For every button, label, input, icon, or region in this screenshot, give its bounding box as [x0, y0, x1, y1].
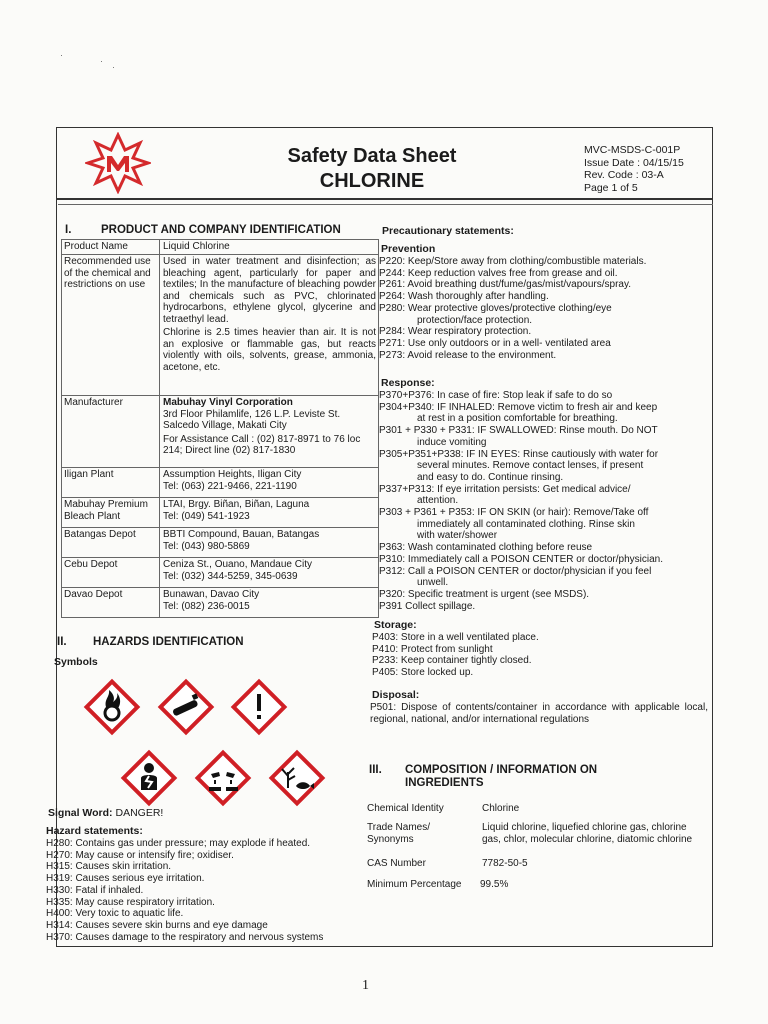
disposal-text: P501: Dispose of contents/container in accordance with applicable local, regional, national, and/or international regulations	[370, 702, 708, 725]
table-row	[62, 396, 379, 468]
list-item: H335: May cause respiratory irritation.	[46, 896, 215, 908]
identification-table	[61, 239, 379, 618]
sds-sheet	[46, 127, 713, 947]
response-label: Response:	[381, 377, 435, 389]
row-value: Liquid Chlorine	[160, 240, 379, 255]
environment-icon	[267, 748, 327, 808]
table-row	[62, 255, 379, 396]
list-item: P273: Avoid release to the environment.	[379, 349, 557, 361]
scan-specks: · · ·	[60, 50, 123, 72]
row-line: Tel: (043) 980-5869	[163, 540, 250, 552]
list-item: H314: Causes severe skin burns and eye damage	[46, 919, 268, 931]
row-line: Tel: (082) 236-0015	[163, 600, 250, 612]
doc-code: MVC-MSDS-C-001P	[584, 144, 681, 156]
list-item: P233: Keep container tightly closed.	[372, 655, 532, 667]
document-title-block	[227, 144, 517, 194]
list-item: P370+P376: In case of fire: Stop leak if safe to do so	[379, 390, 613, 401]
page-number: 1	[362, 978, 369, 993]
list-item: P337+P313: If eye irritation persists: Get medical advice/	[379, 483, 631, 495]
table-row	[62, 528, 379, 558]
assistance-line: For Assistance Call : (02) 817-8971 to 76 loc 214; Direct line (02) 817-1830	[163, 433, 361, 456]
table-row	[62, 498, 379, 528]
row-value: 99.5%	[480, 879, 509, 890]
list-item: P305+P351+P338: IF IN EYES: Rinse cautiously with water for	[379, 448, 659, 460]
list-item-continuation: unwell.	[417, 577, 449, 589]
list-item: P284: Wear respiratory protection.	[379, 326, 532, 338]
section-1-title: I. PRODUCT AND COMPANY IDENTIFICATION	[65, 224, 341, 236]
recommended-use-text: Used in water treatment and disinfection; as bleaching agent, particularly for paper and textiles; In the manufacture of bleaching powder and chemicals such as PVC, chlorinated hydrocarbons, ethylene glycol, glycerine and tetraethyl lead.	[163, 256, 376, 325]
precautionary-title: Precautionary statements:	[382, 225, 514, 237]
list-item-continuation: and easy to do. Continue rinsing.	[417, 471, 564, 483]
section-3-title: III. COMPOSITION / INFORMATION ON	[369, 764, 598, 776]
row-key: CAS Number	[367, 858, 426, 869]
list-item-continuation: immediately all contaminated clothing. Rinse skin	[417, 518, 635, 530]
row-key: Iligan Plant	[62, 468, 160, 498]
hazard-statements-list	[46, 838, 323, 943]
disposal-label: Disposal:	[372, 689, 420, 701]
health-hazard-icon	[119, 748, 179, 808]
table-row	[62, 468, 379, 498]
table-row	[62, 558, 379, 588]
document-meta	[584, 144, 684, 194]
row-line: Assumption Heights, Iligan City	[163, 469, 302, 480]
row-value: Liquid chlorine, liquefied chlorine gas, chlorine gas, chlor, molecular chlorine, diatomic chlorine	[482, 822, 693, 845]
signal-word-label: Signal Word:	[48, 807, 113, 819]
manufacturer-name: Mabuhay Vinyl Corporation	[163, 397, 293, 408]
list-item: P301 + P330 + P331: IF SWALLOWED: Rinse mouth. Do NOT	[379, 425, 658, 437]
row-key: Product Name	[62, 240, 160, 255]
row-key: Recommended use of the chemical and restrictions on use	[62, 255, 160, 396]
row-key: Mabuhay Premium Bleach Plant	[62, 498, 160, 528]
document-subtitle: CHLORINE	[319, 170, 425, 192]
list-item: P264: Wash thoroughly after handling.	[379, 291, 549, 303]
list-item: P320: Specific treatment is urgent (see MSDS).	[379, 588, 590, 600]
list-item-continuation: induce vomiting	[417, 436, 487, 448]
list-item: P280: Wear protective gloves/protective clothing/eye	[379, 302, 612, 314]
table-row	[62, 240, 379, 255]
corrosion-icon	[193, 748, 253, 808]
list-item: H400: Very toxic to aquatic life.	[46, 908, 184, 920]
list-item: P304+P340: IF INHALED: Remove victim to fresh air and keep	[379, 401, 658, 413]
row-key: Trade Names/ Synonyms	[367, 822, 430, 845]
list-item-continuation: with water/shower	[417, 530, 498, 542]
row-key: Batangas Depot	[62, 528, 160, 558]
section-3-title-line2: INGREDIENTS	[405, 777, 484, 789]
list-item: H330: Fatal if inhaled.	[46, 884, 144, 896]
flame-over-circle-icon	[82, 677, 142, 737]
prevention-label: Prevention	[381, 243, 436, 255]
row-key: Chemical Identity	[367, 803, 444, 814]
storage-label: Storage:	[374, 619, 417, 631]
response-list	[379, 390, 663, 612]
list-item: P271: Use only outdoors or in a well- ventilated area	[379, 337, 611, 349]
list-item: H270: May cause or intensify fire; oxidiser.	[46, 849, 234, 861]
row-line: BBTI Compound, Bauan, Batangas	[163, 529, 320, 540]
row-key: Davao Depot	[62, 588, 160, 618]
gas-cylinder-icon	[156, 677, 216, 737]
list-item: H319: Causes serious eye irritation.	[46, 873, 205, 885]
list-item: P310: Immediately call a POISON CENTER or doctor/physician.	[379, 553, 663, 565]
row-line: Bunawan, Davao City	[163, 589, 260, 600]
chlorine-property-text: Chlorine is 2.5 times heavier than air. It is not an explosive or flammable gas, but reacts violently with oils, solvents, grease, ammonia, acetone, etc.	[163, 327, 376, 373]
document-header	[57, 128, 712, 200]
manufacturer-address: 3rd Floor Philamlife, 126 L.P. Leviste St. Salcedo Village, Makati City	[163, 408, 341, 431]
list-item: P410: Protect from sunlight	[372, 643, 493, 655]
row-key: Minimum Percentage	[367, 879, 462, 890]
header-divider	[58, 204, 713, 205]
list-item: H315: Causes skin irritation.	[46, 861, 172, 873]
symbols-label: Symbols	[54, 656, 98, 668]
row-line: Ceniza St., Ouano, Mandaue City	[163, 559, 312, 570]
issue-date: Issue Date : 04/15/15	[584, 156, 684, 169]
list-item: P391 Collect spillage.	[379, 600, 476, 612]
list-item: P312: Call a POISON CENTER or doctor/physician if you feel	[379, 565, 652, 577]
prevention-list	[379, 256, 646, 361]
list-item: P403: Store in a well ventilated place.	[372, 632, 539, 643]
rev-code: Rev. Code : 03-A	[584, 169, 664, 181]
hazard-statements-label: Hazard statements:	[46, 825, 143, 837]
row-value: 7782-50-5	[482, 858, 528, 869]
storage-list	[372, 632, 539, 679]
page-indicator: Page 1 of 5	[584, 181, 638, 194]
list-item: H370: Causes damage to the respiratory and nervous systems	[46, 931, 324, 943]
signal-word-value: DANGER!	[115, 807, 164, 819]
signal-word-line	[48, 807, 163, 819]
list-item-continuation: protection/face protection.	[417, 314, 533, 326]
row-line: Tel: (049) 541-1923	[163, 510, 250, 522]
list-item: H280: Contains gas under pressure; may explode if heated.	[46, 838, 311, 849]
exclamation-mark-icon	[229, 677, 289, 737]
row-line: Tel: (063) 221-9466, 221-1190	[163, 480, 297, 492]
list-item: P244: Keep reduction valves free from grease and oil.	[379, 267, 618, 279]
document-title: Safety Data Sheet	[287, 145, 457, 167]
row-key: Manufacturer	[62, 396, 160, 468]
list-item-continuation: at rest in a position comfortable for breathing.	[417, 413, 618, 425]
list-item-continuation: attention.	[417, 495, 459, 507]
list-item: P303 + P361 + P353: IF ON SKIN (or hair): Remove/Take off	[379, 507, 649, 519]
list-item: P405: Store locked up.	[372, 667, 474, 679]
row-line: Tel: (032) 344-5259, 345-0639	[163, 570, 298, 582]
list-item-continuation: several minutes. Remove contact lenses, if present	[417, 460, 644, 472]
row-line: LTAI, Brgy. Biñan, Biñan, Laguna	[163, 499, 310, 510]
section-2-title: II. HAZARDS IDENTIFICATION	[57, 636, 244, 648]
company-logo-icon	[85, 132, 151, 194]
list-item: P363: Wash contaminated clothing before reuse	[379, 542, 593, 554]
table-row	[62, 588, 379, 618]
list-item: P220: Keep/Store away from clothing/combustible materials.	[379, 256, 647, 267]
row-key: Cebu Depot	[62, 558, 160, 588]
list-item: P261: Avoid breathing dust/fume/gas/mist/vapours/spray.	[379, 279, 631, 291]
row-value: Chlorine	[482, 803, 520, 814]
